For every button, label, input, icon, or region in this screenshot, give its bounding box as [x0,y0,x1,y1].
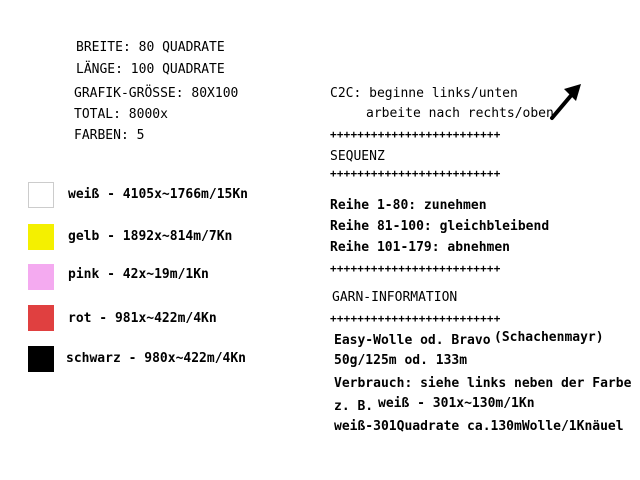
garn-zb: z. B. [334,399,374,414]
separator: +++++++++++++++++++++++++ [330,262,501,275]
color-swatch-pink [28,264,54,290]
color-label-yellow: gelb - 1892x~814m/7Kn [68,229,233,244]
color-swatch-yellow [28,224,54,250]
color-label-black: schwarz - 980x~422m/4Kn [66,351,247,366]
sequenz-row: Reihe 81-100: gleichbleibend [330,219,550,234]
spec-farben: FARBEN: 5 [74,128,145,143]
color-swatch-red [28,305,54,331]
garn-line5: weiß-301Quadrate ca.130mWolle/1Knäuel [334,419,624,434]
garn-zb-example: weiß - 301x~130m/1Kn [378,396,535,411]
c2c-line1: C2C: beginne links/unten [330,86,518,101]
sequenz-row: Reihe 1-80: zunehmen [330,198,487,213]
color-label-red: rot - 981x~422m/4Kn [68,311,217,326]
sequenz-title: SEQUENZ [330,149,385,164]
garn-line2: 50g/125m od. 133m [334,353,468,368]
garn-title: GARN-INFORMATION [332,290,458,305]
spec-grafik: GRAFIK-GRÖSSE: 80X100 [74,86,239,101]
garn-line3: Verbrauch: siehe links neben der Farbe [334,376,632,391]
separator: +++++++++++++++++++++++++ [330,128,501,141]
sequenz-row: Reihe 101-179: abnehmen [330,240,511,255]
spec-total: TOTAL: 8000x [74,107,168,122]
separator: +++++++++++++++++++++++++ [330,312,501,325]
spec-laenge: LÄNGE: 100 QUADRATE [76,62,225,77]
garn-line1: Easy-Wolle od. Bravo [334,333,491,348]
color-swatch-white [28,182,54,208]
color-label-white: weiß - 4105x~1766m/15Kn [68,187,249,202]
arrow-up-right-icon [548,80,584,122]
color-swatch-black [28,346,54,372]
c2c-line2: arbeite nach rechts/oben [366,106,554,121]
spec-breite: BREITE: 80 QUADRATE [76,40,225,55]
garn-brand: (Schachenmayr) [494,330,604,345]
separator: +++++++++++++++++++++++++ [330,167,501,180]
color-label-pink: pink - 42x~19m/1Kn [68,267,209,282]
